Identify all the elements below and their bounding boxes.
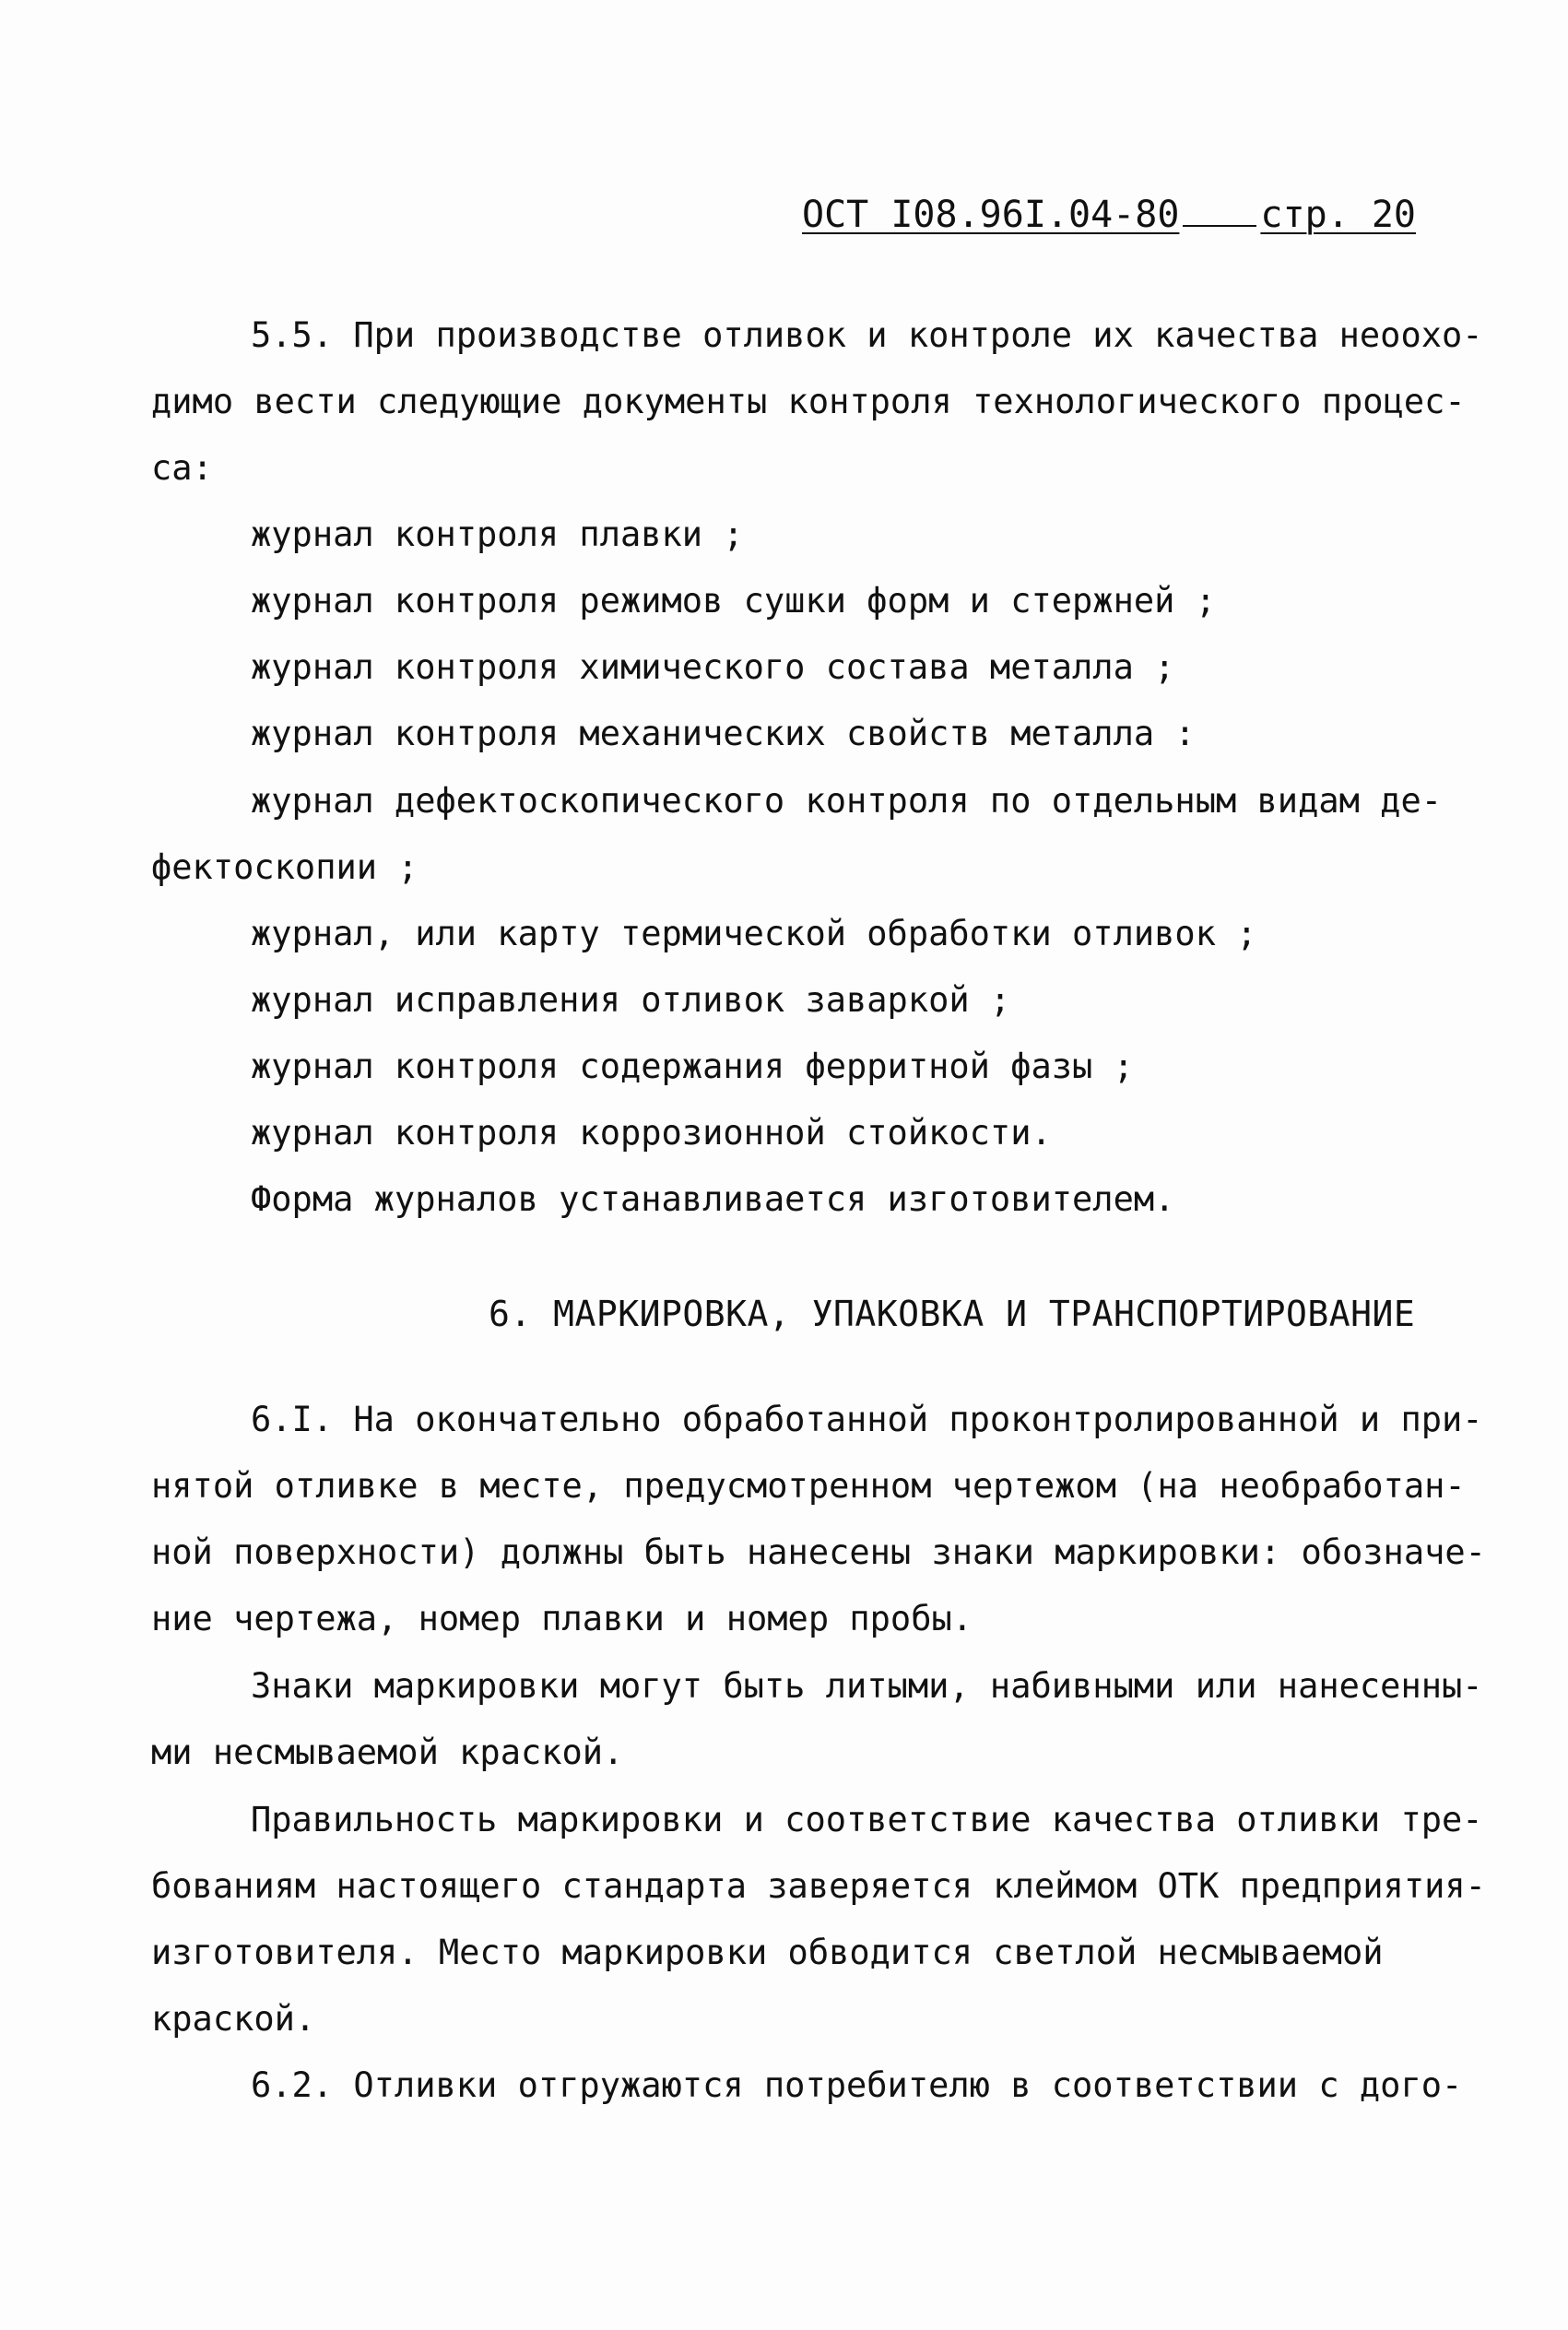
list-item: журнал дефектоскопического контроля по отдельным видам де- <box>251 781 1443 821</box>
sec55-line-2: димо вести следующие документы контроля технологического процес- <box>151 382 1466 421</box>
sec61-line: ние чертежа, номер плавки и номер пробы. <box>151 1599 973 1638</box>
sec61-line: краской. <box>151 1999 316 2039</box>
list-item-continuation: фектоскопии ; <box>151 847 419 887</box>
header-underline-gap <box>1183 197 1256 227</box>
list-item: журнал контроля плавки ; <box>251 514 744 554</box>
section-6-title: 6. МАРКИРОВКА, УПАКОВКА И ТРАНСПОРТИРОВАНИЕ <box>489 1294 1416 1334</box>
sec61-line: нятой отливке в месте, предусмотренном чертежом (на необработан- <box>151 1466 1466 1506</box>
sec55-line-1: 5.5. При производстве отливок и контроле их качества неоохо- <box>251 315 1483 355</box>
sec61-line: изготовителя. Место маркировки обводится светлой несмываемой <box>151 1933 1384 1972</box>
list-item: журнал контроля содержания ферритной фазы ; <box>251 1047 1134 1086</box>
list-item: журнал исправления отливок заваркой ; <box>251 980 1011 1020</box>
page-header <box>802 194 1416 236</box>
sec61-line: 6.I. На окончательно обработанной проконтролированной и при- <box>251 1400 1483 1439</box>
list-item: журнал, или карту термической обработки отливок ; <box>251 914 1257 953</box>
journal-form-note: Форма журналов устанавливается изготовителем. <box>251 1179 1175 1219</box>
list-item: журнал контроля коррозионной стойкости. <box>251 1113 1052 1153</box>
list-item: журнал контроля механических свойств металла : <box>251 714 1196 753</box>
document-code: ОСТ I08.96I.04-80 <box>802 194 1180 236</box>
page-number: стр. 20 <box>1260 194 1416 236</box>
list-item: журнал контроля режимов сушки форм и стержней ; <box>251 581 1216 621</box>
sec61-line: бованиям настоящего стандарта заверяется клеймом ОТК предприятия- <box>151 1866 1486 1906</box>
sec61-line: Знаки маркировки могут быть литыми, набивными или нанесенны- <box>251 1666 1483 1706</box>
sec55-line-3: са: <box>151 448 213 488</box>
sec61-line: ми несмываемой краской. <box>151 1733 624 1772</box>
sec62-line-1: 6.2. Отливки отгружаются потребителю в соответствии с дого- <box>251 2065 1463 2105</box>
sec61-line: Правильность маркировки и соответствие качества отливки тре- <box>251 1800 1483 1839</box>
list-item: журнал контроля химического состава металла ; <box>251 647 1175 687</box>
sec61-line: ной поверхности) должны быть нанесены знаки маркировки: обозначе- <box>151 1532 1486 1572</box>
